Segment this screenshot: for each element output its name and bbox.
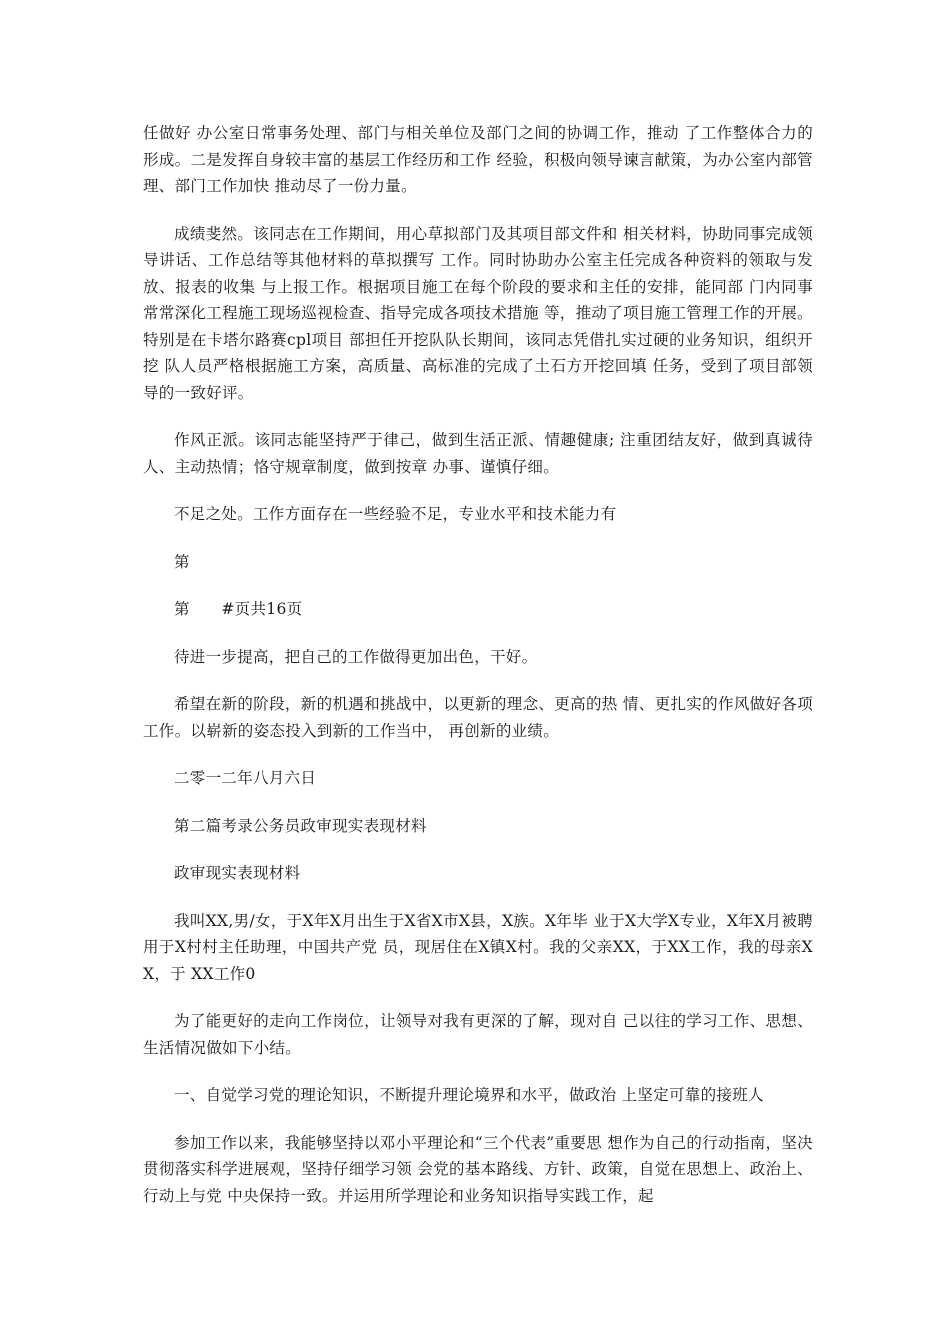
page-footer: 第 #页共16页 [174, 600, 303, 618]
paragraph-shortcomings: 不足之处。工作方面存在一些经验不足，专业水平和技术能力有 [174, 505, 617, 523]
paragraph-hope: 希望在新的阶段，新的机遇和挑战中，以更新的理念、更高的热 情、更扎实的作风做好各项工作。以崭新的姿态投入到新的工作当中， 再创新的业绩。 [143, 695, 813, 740]
subsection-heading: 一、自觉学习党的理论知识，不断提升理论境界和水平，做政治 上坚定可靠的接班人 [174, 1086, 764, 1104]
document-date: 二零一二年八月六日 [174, 769, 317, 787]
document-page [143, 120, 813, 1230]
section-heading: 第二篇考录公务员政审现实表现材料 [174, 816, 427, 835]
page-marker: 第 [174, 552, 190, 571]
paragraph-theory-study: 参加工作以来，我能够坚持以邓小平理论和“三个代表”重要思 想作为自己的行动指南，坚决贯彻落实科学进展观，坚持仔细学习领 会党的基本路线、方针、政策，自觉在思想上、政治上、行动上与党 中央保持一致。并运用所学理论和业务知识指导实践工作，起 [143, 1133, 813, 1205]
paragraph-personal-info: 我叫XX,男/女，于X年X月出生于X省X市X县，X族。X年毕 业于X大学X专业，X年X月被聘用于X村村主任助理，中国共产党 员，现居住在X镇X村。我的父亲XX，于XX工作，我的母亲XX，于 XX工作0 [143, 911, 813, 983]
paragraph-office-work: 任做好 办公室日常事务处理、部门与相关单位及部门之间的协调工作，推动 了工作整体合力的形成。二是发挥自身较丰富的基层工作经历和工作 经验，积极向领导谏言献策，为办公室内部管理、部门工作加快 推动尽了一份力量。 [143, 124, 813, 195]
paragraph-work-style: 作风正派。该同志能坚持严于律己，做到生活正派、情趣健康; 注重团结友好，做到真诚待人、主动热情；恪守规章制度，做到按章 办事、谨慎仔细。 [143, 431, 813, 476]
paragraph-achievements: 成绩斐然。该同志在工作期间，用心草拟部门及其项目部文件和 相关材料，协助同事完成领导讲话、工作总结等其他材料的草拟撰写 工作。同时协助办公室主任完成各种资料的领取与发放、报表的收集 与上报工作。根据项目施工在每个阶段的要求和主任的安排，能同部 门内同事常常深化工程施工现场巡视检查、指导完成各项技术措施 等，推动了项目施工管理工作的开展。特别是在卡塔尔路赛cpl项目 部担任开挖队队长期间，该同志凭借扎实过硬的业务知识，组织开挖 队人员严格根据施工方案，高质量、高标准的完成了土石方开挖回填 任务，受到了项目部领导的一致好评。 [143, 224, 813, 402]
document-title: 政审现实表现材料 [174, 864, 301, 882]
paragraph-improvement: 待进一步提高，把自己的工作做得更加出色，干好。 [174, 647, 538, 666]
paragraph-introduction: 为了能更好的走向工作岗位，让领导对我有更深的了解，现对自 己以往的学习工作、思想、生活情况做如下小结。 [143, 1012, 813, 1057]
